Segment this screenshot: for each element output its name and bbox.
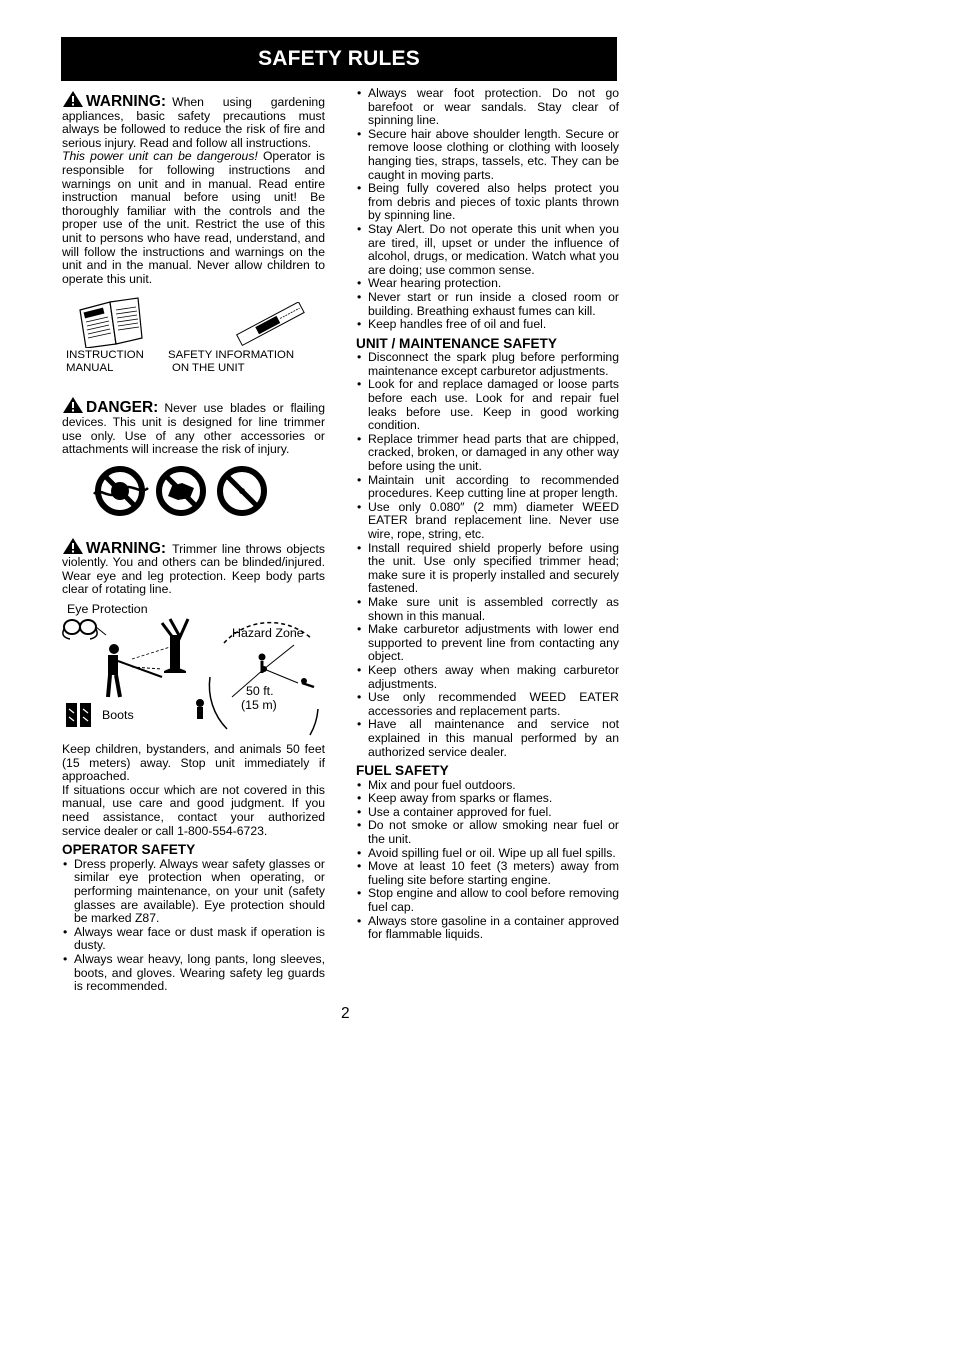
list-item: • Mix and pour fuel outdoors.	[356, 779, 619, 793]
eye-protection-label: Eye Protection	[67, 602, 148, 617]
danger-label: DANGER:	[86, 399, 159, 417]
list-item: • Avoid spilling fuel or oil. Wipe up all fuel spills.	[356, 847, 619, 861]
list-item: • Wear hearing protection.	[356, 277, 619, 291]
goggles-icon	[63, 620, 106, 639]
warning-paragraph-1	[62, 90, 325, 150]
boots-icon	[66, 703, 91, 727]
right-column	[356, 87, 619, 942]
safety-label-icon	[230, 302, 310, 348]
list-item: • Always wear foot protection. Do not go barefoot or wear sandals. Stay clear of spinning line.	[356, 87, 619, 128]
list-item: • Always wear heavy, long pants, long sleeves, boots, and gloves. Wearing safety leg guards is recommended.	[62, 953, 325, 994]
list-item: • Use only 0.080″ (2 mm) diameter WEED EATER brand replacement line. Never use wire, rope, string, etc.	[356, 501, 619, 542]
warning-label: WARNING:	[86, 93, 167, 110]
dangerous-text: Operator is responsible for following instructions and warnings on unit and in manual. Read entire instruction manual before using unit! Be thoroughly familiar with the controls and the proper use of the unit. Restrict the use of this unit to persons who have read, understand, and will follow the instructions and warnings on the unit and in the manual. Never allow children to operate this unit.	[62, 149, 325, 286]
danger-text: Never use blades or flailing devices. This unit is designed for line trimmer use only. Use of any other accessories or attachments will increase the risk of injury.	[62, 401, 325, 457]
operator-safety-list	[62, 858, 325, 994]
warning-triangle-icon	[62, 537, 84, 555]
list-item: • Look for and replace damaged or loose parts before each use. Look for and repair fuel leaks before use. Keep in good working condition.	[356, 378, 619, 432]
keep-children-paragraph: Keep children, bystanders, and animals 50 feet (15 meters) away. Stop unit immediately if approached.	[62, 742, 325, 784]
boots-label: Boots	[102, 708, 134, 723]
warning-text-2: Trimmer line throws objects violently. You and others can be blinded/injured. Wear eye and leg protection. Keep body parts clear of rotating line.	[62, 541, 325, 597]
list-item: • Always wear face or dust mask if operation is dusty.	[62, 926, 325, 953]
manual-figure	[62, 286, 325, 378]
list-item: • Never start or run inside a closed room or building. Breathing exhaust fumes can kill.	[356, 291, 619, 318]
list-item: • Keep others away when making carburetor adjustments.	[356, 664, 619, 691]
list-item: • Stop engine and allow to cool before removing fuel cap.	[356, 887, 619, 914]
situations-paragraph: If situations occur which are not covered in this manual, use care and good judgment. If you need assistance, contact your authorized service dealer or call 1-800-554-6723.	[62, 782, 325, 838]
list-item: • Stay Alert. Do not operate this unit when you are tired, ill, upset or under the influence of alcohol, drugs, or medication. Watch what you are doing; use common sense.	[356, 223, 619, 277]
list-item: • Use only recommended WEED EATER accessories and replacement parts.	[356, 691, 619, 718]
page-number: 2	[341, 1005, 350, 1022]
left-column	[62, 88, 325, 994]
tree-icon	[132, 619, 188, 673]
list-item: • Move at least 10 feet (3 meters) away from fueling site before starting engine.	[356, 860, 619, 887]
list-item: • Disconnect the spark plug before performing maintenance except carburetor adjustments.	[356, 351, 619, 378]
distance-label-m: (15 m)	[241, 698, 277, 713]
no-sawblade-icon	[159, 469, 203, 513]
list-item: • Install required shield properly before using the unit. Use only specified trimmer head; make sure it is properly installed and securely fastened.	[356, 542, 619, 596]
list-item: • Always store gasoline in a container approved for flammable liquids.	[356, 915, 619, 942]
list-item: • Replace trimmer head parts that are chipped, cracked, broken, or damaged in any other way before using the unit.	[356, 433, 619, 474]
banner-title: SAFETY RULES	[258, 47, 420, 70]
list-item: • Use a container approved for fuel.	[356, 806, 619, 820]
dangerous-italic: This power unit can be dangerous!	[62, 149, 258, 164]
warning-paragraph-2	[62, 537, 325, 597]
list-item: • Keep handles free of oil and fuel.	[356, 318, 619, 332]
manual-caption: INSTRUCTION MANUAL	[66, 349, 144, 375]
list-item: • Do not smoke or allow smoking near fuel or the unit.	[356, 819, 619, 846]
operator-figure	[108, 644, 162, 697]
unit-maintenance-safety-list	[356, 351, 619, 759]
list-item: • Secure hair above shoulder length. Secure or remove loose clothing or clothing with loosely hanging ties, straps, tassels, etc. They can be caught in moving parts.	[356, 128, 619, 182]
list-item: • Dress properly. Always wear safety glasses or similar eye protection when operating, or performing maintenance, on your unit (safety glasses are available). Eye protection should be marked Z87.	[62, 858, 325, 926]
warning-label-2: WARNING:	[86, 539, 167, 557]
fuel-safety-heading: FUEL SAFETY	[356, 763, 449, 779]
unit-maintenance-safety-heading: UNIT / MAINTENANCE SAFETY	[356, 335, 557, 351]
list-item: • Make sure unit is assembled correctly as shown in this manual.	[356, 596, 619, 623]
operator-safety-heading: OPERATOR SAFETY	[62, 842, 196, 858]
list-item: • Keep away from sparks or flames.	[356, 792, 619, 806]
list-item: • Being fully covered also helps protect you from debris and pieces of toxic plants thrown by spinning line.	[356, 182, 619, 223]
operator-safety-continued-list	[356, 87, 619, 332]
no-flail-icon	[94, 469, 148, 513]
warning-text: When using gardening appliances, basic safety precautions must always be followed to reduce the risk of fire and serious injury. Read and follow all instructions.	[62, 95, 325, 150]
page-banner	[61, 37, 617, 81]
hazard-zone-illustration	[62, 617, 325, 739]
list-item: • Maintain unit according to recommended procedures. Keep cutting line at proper length.	[356, 474, 619, 501]
list-item: • Have all maintenance and service not explained in this manual performed by an authorized service dealer.	[356, 718, 619, 759]
dangerous-paragraph	[62, 150, 325, 286]
warning-triangle-icon	[62, 396, 84, 414]
list-item: • Make carburetor adjustments with lower end supported to prevent line from contacting any object.	[356, 623, 619, 664]
danger-paragraph	[62, 396, 325, 456]
distance-label-ft: 50 ft.	[246, 684, 274, 699]
hazard-zone-circle	[196, 623, 318, 735]
warning-triangle-icon	[62, 90, 84, 108]
fuel-safety-list	[356, 779, 619, 942]
unit-caption: SAFETY INFORMATION ON THE UNIT	[168, 349, 295, 375]
hazard-zone-figure	[62, 597, 325, 739]
no-disc-icon	[220, 469, 264, 513]
no-blades-figure	[62, 457, 325, 523]
instruction-manual-icon	[76, 296, 144, 348]
hazard-zone-label: Hazard Zone	[232, 626, 304, 641]
no-blade-icons	[90, 462, 272, 520]
